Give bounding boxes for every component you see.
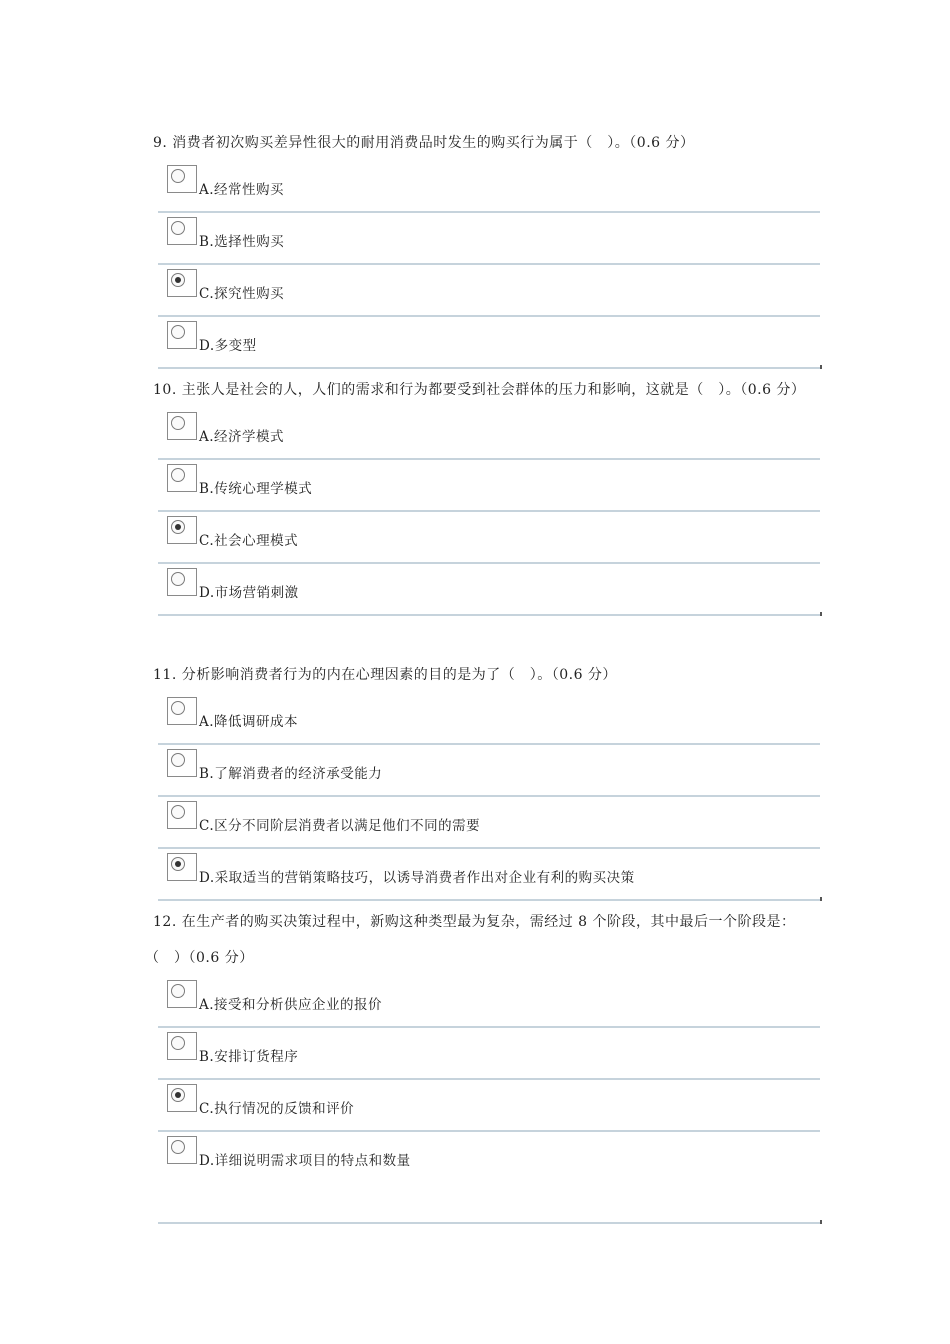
radio-circle-icon — [171, 468, 185, 482]
option-row[interactable] — [158, 460, 820, 512]
radio-circle-icon — [171, 1036, 185, 1050]
radio-circle-icon — [171, 1088, 185, 1102]
radio-button-selected[interactable] — [167, 853, 197, 881]
divider-end-mark — [820, 1220, 822, 1224]
option-row[interactable] — [158, 693, 820, 745]
question-9-options — [158, 161, 820, 369]
radio-circle-icon — [171, 857, 185, 871]
radio-button[interactable] — [167, 1032, 197, 1060]
radio-button[interactable] — [167, 801, 197, 829]
radio-circle-icon — [171, 1140, 185, 1154]
option-row[interactable] — [158, 213, 820, 265]
question-11-options — [158, 693, 820, 901]
radio-circle-icon — [171, 416, 185, 430]
radio-button[interactable] — [167, 412, 197, 440]
radio-dot-icon — [175, 1092, 181, 1098]
question-9-text: 9. 消费者初次购买差异性很大的耐用消费品时发生的购买行为属于（ ）。（0.6 分） — [153, 135, 695, 151]
option-row[interactable] — [158, 1132, 820, 1224]
radio-circle-icon — [171, 221, 185, 235]
radio-circle-icon — [171, 273, 185, 287]
option-label: C.执行情况的反馈和评价 — [199, 1101, 355, 1117]
radio-button-selected[interactable] — [167, 269, 197, 297]
option-row[interactable] — [158, 161, 820, 213]
radio-button[interactable] — [167, 165, 197, 193]
option-row[interactable] — [158, 745, 820, 797]
divider-end-mark — [820, 365, 822, 369]
radio-button[interactable] — [167, 464, 197, 492]
question-12-options — [158, 976, 820, 1224]
option-row[interactable] — [158, 512, 820, 564]
option-label: D.多变型 — [199, 338, 257, 354]
option-row[interactable] — [158, 564, 820, 616]
radio-circle-icon — [171, 169, 185, 183]
question-10-text: 10. 主张人是社会的人，人们的需求和行为都要受到社会群体的压力和影响，这就是（ ）。（0.6 分） — [153, 382, 806, 398]
option-row[interactable] — [158, 797, 820, 849]
radio-button[interactable] — [167, 321, 197, 349]
question-10-options — [158, 408, 820, 616]
option-label: A.接受和分析供应企业的报价 — [199, 997, 383, 1013]
option-label: A.降低调研成本 — [199, 714, 299, 730]
question-12 — [145, 904, 825, 1224]
radio-circle-icon — [171, 572, 185, 586]
option-row[interactable] — [158, 1028, 820, 1080]
radio-dot-icon — [175, 861, 181, 867]
option-row[interactable] — [158, 317, 820, 369]
option-row[interactable] — [158, 265, 820, 317]
question-11-text: 11. 分析影响消费者行为的内在心理因素的目的是为了（ ）。（0.6 分） — [153, 667, 617, 683]
option-label: A.经济学模式 — [199, 429, 285, 445]
radio-dot-icon — [175, 277, 181, 283]
question-10 — [145, 372, 825, 616]
radio-button[interactable] — [167, 697, 197, 725]
option-row[interactable] — [158, 1080, 820, 1132]
option-label: B.选择性购买 — [199, 234, 285, 250]
option-label: C.区分不同阶层消费者以满足他们不同的需要 — [199, 818, 481, 834]
divider-end-mark — [820, 897, 822, 901]
radio-circle-icon — [171, 701, 185, 715]
option-label: C.探究性购买 — [199, 286, 285, 302]
option-row[interactable] — [158, 849, 820, 901]
option-label: A.经常性购买 — [199, 182, 285, 198]
radio-button[interactable] — [167, 217, 197, 245]
radio-button-selected[interactable] — [167, 1084, 197, 1112]
radio-circle-icon — [171, 984, 185, 998]
option-label: B.安排订货程序 — [199, 1049, 299, 1065]
radio-circle-icon — [171, 520, 185, 534]
question-9 — [145, 125, 825, 369]
radio-circle-icon — [171, 753, 185, 767]
radio-dot-icon — [175, 524, 181, 530]
option-row[interactable] — [158, 408, 820, 460]
option-label: D.详细说明需求项目的特点和数量 — [199, 1153, 411, 1169]
divider-end-mark — [820, 612, 822, 616]
option-row[interactable] — [158, 976, 820, 1028]
radio-circle-icon — [171, 325, 185, 339]
radio-button[interactable] — [167, 1136, 197, 1164]
question-11 — [145, 657, 825, 901]
option-label: B.传统心理学模式 — [199, 481, 313, 497]
radio-button-selected[interactable] — [167, 516, 197, 544]
option-label: B.了解消费者的经济承受能力 — [199, 766, 383, 782]
radio-button[interactable] — [167, 980, 197, 1008]
option-label: D.市场营销刺激 — [199, 585, 299, 601]
option-label: D.采取适当的营销策略技巧，以诱导消费者作出对企业有利的购买决策 — [199, 870, 635, 886]
option-label: C.社会心理模式 — [199, 533, 299, 549]
radio-button[interactable] — [167, 749, 197, 777]
radio-circle-icon — [171, 805, 185, 819]
radio-button[interactable] — [167, 568, 197, 596]
question-12-text: 12. 在生产者的购买决策过程中，新购这种类型最为复杂，需经过 8 个阶段，其中最后一个阶段是：（ ）（0.6 分） — [145, 914, 796, 966]
